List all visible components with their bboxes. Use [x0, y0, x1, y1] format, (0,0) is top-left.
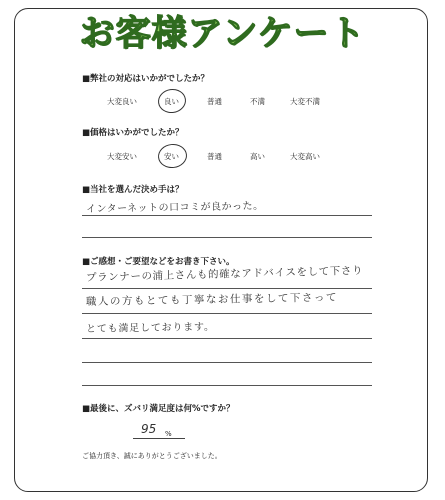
question-feedback: ■ご感想・ご要望などをお書き下さい。 — [82, 257, 235, 267]
answer-line-1 — [82, 215, 372, 216]
deciding-factor-answer: インターネットの口コミが良かった。 — [85, 200, 264, 215]
service-option-very-good[interactable]: 大変良い — [107, 97, 137, 106]
question-deciding-factor: ■当社を選んだ決め手は？ — [82, 185, 184, 195]
satisfaction-unit: % — [165, 430, 172, 438]
feedback-answer-line-2: 職人の方もとても丁寧なお仕事をして下さって — [85, 291, 339, 308]
survey-title: お客様アンケート — [79, 14, 366, 54]
service-option-dissatisfied[interactable]: 不満 — [250, 97, 265, 106]
feedback-line-4 — [82, 362, 372, 363]
question-price: ■価格はいかがでしたか？ — [82, 128, 184, 138]
question-service: ■弊社の対応はいかがでしたか？ — [82, 74, 210, 84]
feedback-answer-line-3: とても満足しております。 — [85, 321, 215, 335]
price-option-very-expensive[interactable]: 大変高い — [290, 152, 320, 161]
price-option-expensive[interactable]: 高い — [250, 152, 265, 161]
service-option-normal[interactable]: 普通 — [207, 97, 222, 106]
title-area — [0, 6, 445, 56]
service-option-very-dissatisfied[interactable]: 大変不満 — [290, 97, 320, 106]
service-option-good[interactable]: 良い — [164, 97, 179, 106]
price-option-very-cheap[interactable]: 大変安い — [107, 152, 137, 161]
feedback-line-5 — [82, 385, 372, 386]
satisfaction-value: 95 — [141, 422, 157, 436]
question-satisfaction: ■最後に、ズバリ満足度は何%ですか？ — [82, 404, 235, 414]
price-option-normal[interactable]: 普通 — [207, 152, 222, 161]
answer-line-2 — [82, 237, 372, 238]
survey-sheet — [14, 8, 428, 492]
price-option-cheap[interactable]: 安い — [164, 152, 179, 161]
satisfaction-underline — [133, 438, 185, 439]
thank-you-note: ご協力頂き、誠にありがとうございました。 — [82, 452, 222, 460]
feedback-line-3 — [82, 338, 372, 339]
feedback-line-2 — [82, 313, 372, 314]
feedback-answer-line-1: プランナーの浦上さんも的確なアドバイスをして下さり — [85, 264, 364, 284]
